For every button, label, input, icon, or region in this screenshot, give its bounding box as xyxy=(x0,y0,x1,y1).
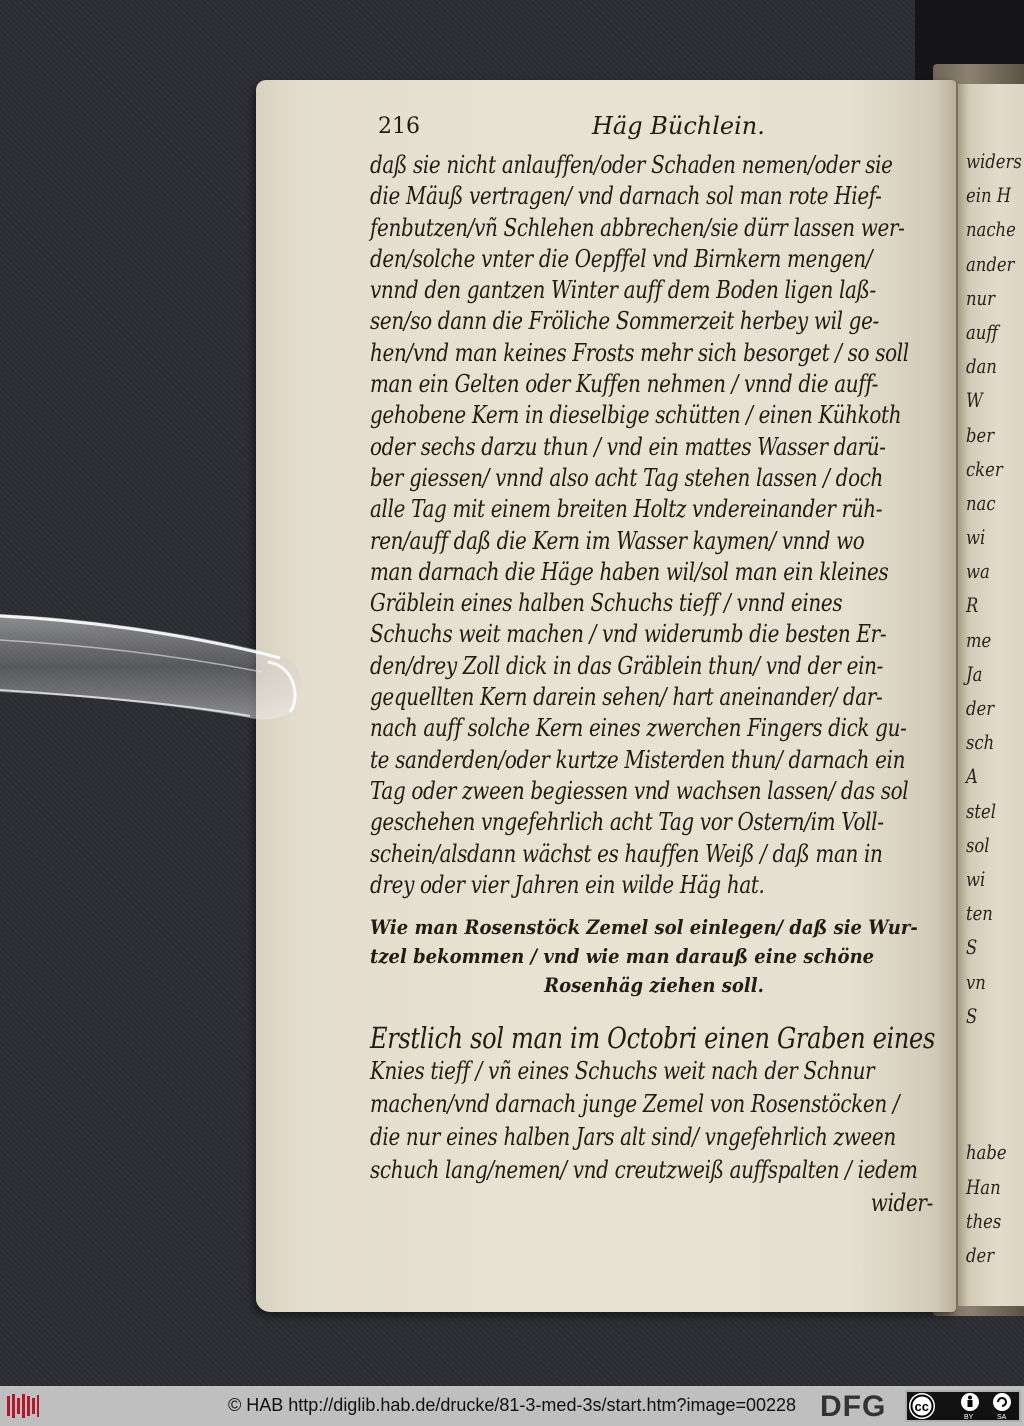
facing-page-fragment: me xyxy=(966,627,992,652)
text-line: Schuchs weit machen / vnd widerumb die besten Er- xyxy=(370,620,887,649)
text-line: die Mäuß vertragen/ vnd darnach sol man rote Hief- xyxy=(370,182,882,211)
text-line: ber giessen/ vnnd also acht Tag stehen lassen / doch xyxy=(370,463,884,492)
text-line: die nur eines halben Jars alt sind/ vngefehrlich zween xyxy=(370,1123,896,1152)
viewer-footer xyxy=(0,1386,1024,1426)
heading-line: Rosenhäg ziehen soll. xyxy=(544,973,764,998)
text-line: Gräblein eines halben Schuchs tieff / vnnd eines xyxy=(370,589,843,618)
heading-line: Wie man Rosenstöck Zemel sol einlegen/ daß sie Wur- xyxy=(370,915,918,940)
facing-page-fragment: widers xyxy=(966,149,1022,173)
running-head: Häg Büchlein. xyxy=(592,112,765,140)
facing-page-fragment: ander xyxy=(966,251,1015,276)
text-line: oder sechs darzu thun / vnd ein mattes Wasser darü- xyxy=(370,432,886,461)
facing-page-fragment: A xyxy=(966,764,978,789)
text-line: te sanderden/oder kurtze Misterden thun/ darnach ein xyxy=(370,745,906,774)
page-text-block xyxy=(370,110,938,1220)
svg-text:SA: SA xyxy=(997,1414,1007,1421)
text-line: den/drey Zoll dick in das Gräblein thun/ vnd der ein- xyxy=(370,651,884,680)
facing-page-fragment: auff xyxy=(966,319,998,344)
facing-page-fragment: nache xyxy=(966,217,1016,242)
facing-page-fragment xyxy=(966,1101,1024,1135)
facing-page-fragment: R xyxy=(966,593,979,618)
facing-page-fragment: S xyxy=(966,1003,978,1028)
facing-page-fragment: sch xyxy=(966,730,995,755)
section-text xyxy=(370,1022,938,1220)
facing-page-fragment xyxy=(966,1067,1024,1101)
cc-license-icon[interactable] xyxy=(905,1390,1021,1422)
text-line: vnnd den gantzen Winter auff dem Boden ligen laß- xyxy=(370,276,876,305)
facing-page-fragment: thes xyxy=(966,1208,1002,1233)
text-line: nach auff solche Kern eines zwerchen Fingers dick gu- xyxy=(370,714,907,743)
text-line: Erstlich sol man im Octobri einen Graben eines xyxy=(370,1021,935,1056)
facing-page-fragment: habe xyxy=(966,1140,1007,1165)
facing-page-fragment: stel xyxy=(966,798,996,823)
text-line: gequellten Kern darein sehen/ hart aneinander/ dar- xyxy=(370,683,883,712)
text-line: schein/alsdann wächst es hauffen Weiß / daß man in xyxy=(370,839,883,868)
body-text xyxy=(370,150,938,901)
page-holder-clip-icon xyxy=(0,600,310,740)
facing-page-fragment: nac xyxy=(966,490,996,515)
copyright-link[interactable]: © HAB http://diglib.hab.de/drucke/81-3-med-3s/start.htm?image=00228 xyxy=(228,1395,797,1415)
text-line: alle Tag mit einem breiten Holtz vndereinander rüh- xyxy=(370,495,883,524)
page-header xyxy=(370,110,938,150)
facing-page-fragment: Han xyxy=(966,1174,1001,1199)
facing-page-fragment: W xyxy=(966,388,983,413)
facing-page-fragment: der xyxy=(966,1243,995,1267)
facing-page-fragment: ten xyxy=(966,901,993,926)
facing-page-fragment: ein H xyxy=(966,183,1012,208)
hab-logo-icon xyxy=(6,1392,40,1420)
facing-page-text xyxy=(966,144,1024,1272)
facing-page-fragment: S xyxy=(966,935,978,960)
facing-page-fragment: dan xyxy=(966,354,997,379)
text-line: gehobene Kern in dieselbige schütten / einen Kühkoth xyxy=(370,401,902,430)
facing-page-fragment: wi xyxy=(966,525,986,550)
heading-line: tzel bekommen / vnd wie man darauß eine schöne xyxy=(370,944,875,969)
facing-page-fragment: cker xyxy=(966,456,1003,481)
catchword: wider- xyxy=(870,1189,934,1218)
facing-page-fragment: Ja xyxy=(966,661,983,686)
facing-page-fragment: vn xyxy=(966,969,986,994)
svg-text:BY: BY xyxy=(964,1414,974,1421)
text-line: man darnach die Häge haben wil/sol man ein kleines xyxy=(370,557,889,586)
text-line: man ein Gelten oder Kuffen nehmen / vnnd die auff- xyxy=(370,370,879,399)
text-line: Tag oder zween begiessen vnd wachsen lassen/ das sol xyxy=(370,776,909,805)
text-line: drey oder vier Jahren ein wilde Häg hat. xyxy=(370,870,765,899)
facing-page-fragment: nur xyxy=(966,285,995,310)
text-line: daß sie nicht anlauffen/oder Schaden nemen/oder sie xyxy=(370,151,893,179)
svg-text:cc: cc xyxy=(914,1399,929,1414)
text-line: den/solche vnter die Oepffel vnd Birnkern mengen/ xyxy=(370,244,873,273)
text-line: geschehen vngefehrlich acht Tag vor Ostern/im Voll- xyxy=(370,808,884,837)
text-line: hen/vnd man keines Frosts mehr sich besorget / so soll xyxy=(370,338,909,367)
text-line: schuch lang/nemen/ vnd creutzweiß auffspalten / iedem xyxy=(370,1156,918,1185)
facing-page-fragment: sol xyxy=(966,832,990,857)
text-line: ren/auff daß die Kern im Wasser kaymen/ vnnd wo xyxy=(370,526,865,555)
dfg-logo: DFG xyxy=(820,1390,887,1423)
page-number: 216 xyxy=(378,114,420,139)
text-line: fenbutzen/vñ Schlehen abbrechen/sie dürr lassen wer- xyxy=(370,213,905,242)
text-line: sen/so dann die Fröliche Sommerzeit herbey wil ge- xyxy=(370,307,879,336)
facing-page-fragment: wa xyxy=(966,559,990,584)
facing-page-fragment xyxy=(966,1033,1024,1067)
facing-page-fragment: ber xyxy=(966,422,995,447)
text-line: Knies tieff / vñ eines Schuchs weit nach der Schnur xyxy=(370,1057,875,1086)
section-heading xyxy=(370,913,938,1000)
sa-icon xyxy=(993,1393,1011,1411)
text-line: machen/vnd darnach junge Zemel von Rosenstöcken / xyxy=(370,1090,900,1119)
facing-page-fragment: wi xyxy=(966,866,986,891)
facing-page xyxy=(958,84,1024,1306)
facing-page-fragment: der xyxy=(966,696,995,720)
